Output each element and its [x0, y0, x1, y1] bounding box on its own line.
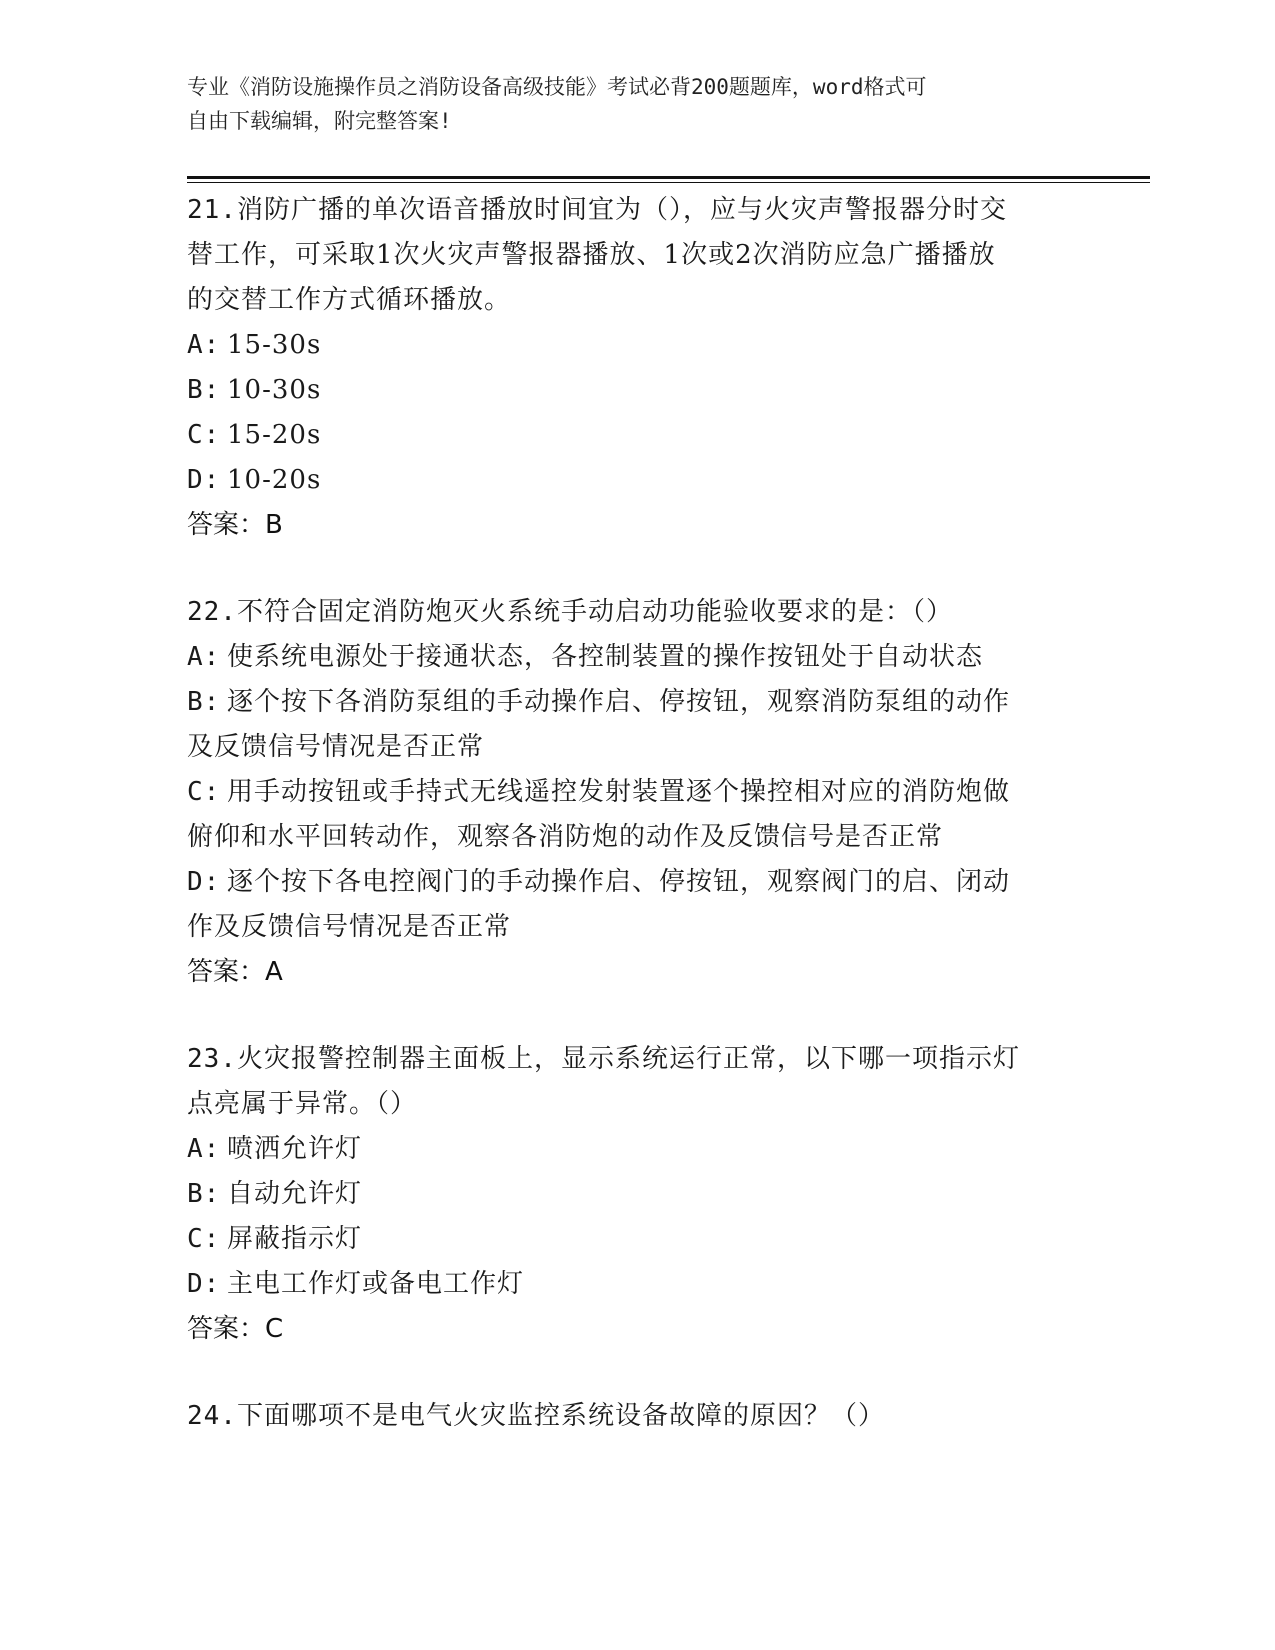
answer-option: [187, 905, 1067, 950]
question-list: [187, 188, 1067, 1481]
header-line-2: 自由下载编辑，附完整答案!: [187, 109, 452, 133]
answer-option: [187, 1217, 1067, 1262]
option-letter: D:: [187, 465, 221, 495]
question-text: 下面哪项不是电气火灾监控系统设备故障的原因？（）: [236, 1401, 885, 1431]
option-letter: C:: [187, 1224, 221, 1254]
answer-option: [187, 725, 1067, 770]
answer-option: [187, 815, 1067, 860]
question-stem-continued: [187, 278, 1067, 323]
option-letter: C:: [187, 777, 221, 807]
option-letter: A:: [187, 642, 221, 672]
question-block: [187, 1394, 1067, 1439]
answer-option: [187, 1262, 1067, 1307]
question-stem: [187, 590, 1067, 635]
question-block: [187, 1037, 1067, 1352]
answer-option: [187, 458, 1067, 503]
question-block: [187, 590, 1067, 995]
option-letter: D:: [187, 867, 221, 897]
answer-option: [187, 680, 1067, 725]
question-number: 21.: [187, 195, 237, 225]
option-text: 10-20s: [227, 465, 322, 495]
option-text: 屏蔽指示灯: [227, 1224, 363, 1254]
question-text: 不符合固定消防炮灭火系统手动启动功能验收要求的是：（）: [236, 597, 953, 627]
option-text: 逐个按下各电控阀门的手动操作启、停按钮，观察阀门的启、闭动: [227, 867, 1011, 897]
header-divider-thick: [187, 176, 1150, 179]
answer-key: 答案：B: [187, 510, 283, 540]
header-line-1: 专业《消防设施操作员之消防设备高级技能》考试必背200题题库，word格式可: [187, 75, 927, 99]
option-text: 15-30s: [227, 330, 322, 360]
option-text: 俯仰和水平回转动作，观察各消防炮的动作及反馈信号是否正常: [187, 822, 944, 852]
option-text: 15-20s: [227, 420, 322, 450]
answer-option: [187, 770, 1067, 815]
question-number: 23.: [187, 1044, 237, 1074]
question-stem: [187, 1394, 1067, 1439]
answer-option: [187, 368, 1067, 413]
answer-option: [187, 1127, 1067, 1172]
option-letter: A:: [187, 1134, 221, 1164]
option-text: 主电工作灯或备电工作灯: [227, 1269, 525, 1299]
question-stem-continued: [187, 1082, 1067, 1127]
header-divider-thin: [187, 182, 1150, 183]
option-text: 逐个按下各消防泵组的手动操作启、停按钮，观察消防泵组的动作: [227, 687, 1011, 717]
option-letter: C:: [187, 420, 221, 450]
answer-key: 答案：A: [187, 957, 283, 987]
option-text: 用手动按钮或手持式无线遥控发射装置逐个操控相对应的消防炮做: [227, 777, 1011, 807]
option-text: 自动允许灯: [227, 1179, 363, 1209]
answer-option: [187, 635, 1067, 680]
question-text: 点亮属于异常。（）: [187, 1089, 418, 1119]
answer-key: 答案：C: [187, 1314, 284, 1344]
option-text: 作及反馈信号情况是否正常: [187, 912, 512, 942]
question-stem: [187, 188, 1067, 233]
question-stem-continued: [187, 233, 1067, 278]
question-text: 火灾报警控制器主面板上，显示系统运行正常，以下哪一项指示灯: [236, 1044, 1020, 1074]
option-letter: B:: [187, 1179, 221, 1209]
option-text: 使系统电源处于接通状态，各控制装置的操作按钮处于自动状态: [227, 642, 984, 672]
option-letter: A:: [187, 330, 221, 360]
answer-option: [187, 1172, 1067, 1217]
question-number: 22.: [187, 597, 237, 627]
option-letter: D:: [187, 1269, 221, 1299]
answer-option: [187, 860, 1067, 905]
answer-option: [187, 413, 1067, 458]
question-number: 24.: [187, 1401, 237, 1431]
question-text: 消防广播的单次语音播放时间宜为（），应与火灾声警报器分时交: [236, 195, 1007, 225]
answer-option: [187, 323, 1067, 368]
question-stem: [187, 1037, 1067, 1082]
option-letter: B:: [187, 375, 221, 405]
option-text: 10-30s: [227, 375, 322, 405]
option-text: 及反馈信号情况是否正常: [187, 732, 485, 762]
document-header: [187, 70, 1067, 138]
option-text: 喷洒允许灯: [227, 1134, 363, 1164]
option-letter: B:: [187, 687, 221, 717]
question-text: 的交替工作方式循环播放。: [187, 285, 512, 315]
question-text: 替工作，可采取1次火灾声警报器播放、1次或2次消防应急广播播放: [187, 240, 996, 270]
question-block: [187, 188, 1067, 548]
